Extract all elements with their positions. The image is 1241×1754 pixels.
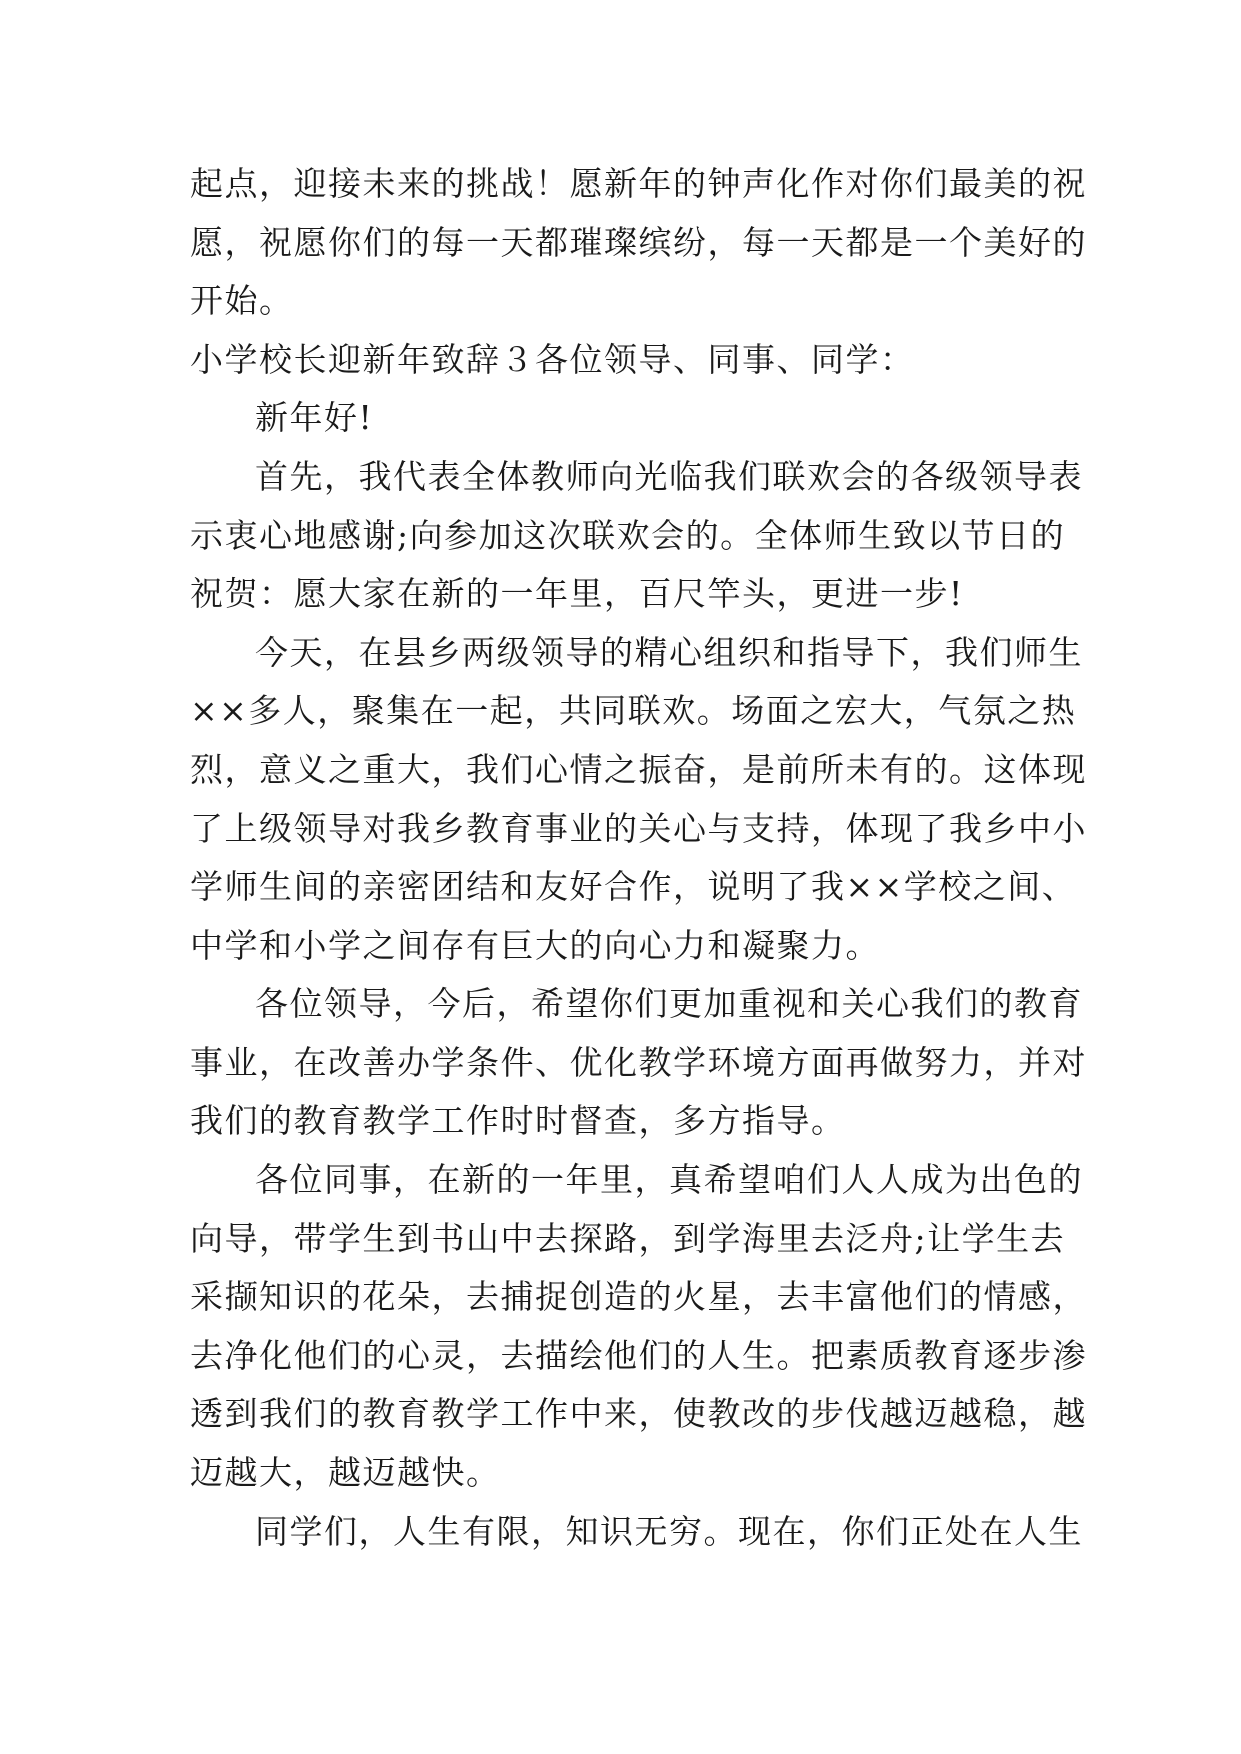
section-heading: 小学校长迎新年致辞３各位领导、同事、同学：: [190, 340, 915, 379]
text-line: 烈，意义之重大，我们心情之振奋，是前所未有的。这体现: [190, 750, 1087, 789]
text-line: 愿，祝愿你们的每一天都璀璨缤纷，每一天都是一个美好的: [190, 223, 1087, 262]
text-line: 我们的教育教学工作时时督查，多方指导。: [190, 1101, 846, 1140]
text-line: 示衷心地感谢;向参加这次联欢会的。全体师生致以节日的: [190, 516, 1066, 555]
text-line: 中学和小学之间存有巨大的向心力和凝聚力。: [190, 926, 880, 965]
text-line: 各位领导，今后，希望你们更加重视和关心我们的教育: [255, 984, 1083, 1023]
greeting: 新年好!: [255, 398, 374, 437]
text-line: 同学们，人生有限，知识无穷。现在，你们正处在人生: [255, 1512, 1083, 1551]
text-line: 开始。: [190, 281, 294, 320]
text-line: 去净化他们的心灵，去描绘他们的人生。把素质教育逐步渗: [190, 1336, 1087, 1375]
text-line: 今天，在县乡两级领导的精心组织和指导下，我们师生: [255, 633, 1083, 672]
text-line: 各位同事，在新的一年里，真希望咱们人人成为出色的: [255, 1160, 1083, 1199]
text-line: 透到我们的教育教学工作中来，使教改的步伐越迈越稳，越: [190, 1394, 1087, 1433]
text-line: 起点，迎接未来的挑战！愿新年的钟声化作对你们最美的祝: [190, 164, 1087, 203]
text-line: 首先，我代表全体教师向光临我们联欢会的各级领导表: [255, 457, 1083, 496]
text-line: 学师生间的亲密团结和友好合作，说明了我××学校之间、: [190, 867, 1077, 906]
text-line: 向导，带学生到书山中去探路，到学海里去泛舟;让学生去: [190, 1219, 1066, 1258]
text-line: 迈越大，越迈越快。: [190, 1453, 501, 1492]
text-line: 采撷知识的花朵，去捕捉创造的火星，去丰富他们的情感，: [190, 1277, 1087, 1316]
text-line: ××多人，聚集在一起，共同联欢。场面之宏大，气氛之热: [190, 691, 1077, 730]
text-line: 事业，在改善办学条件、优化教学环境方面再做努力，并对: [190, 1043, 1087, 1082]
text-line: 祝贺：愿大家在新的一年里，百尺竿头，更进一步!: [190, 574, 964, 613]
text-line: 了上级领导对我乡教育事业的关心与支持，体现了我乡中小: [190, 809, 1087, 848]
